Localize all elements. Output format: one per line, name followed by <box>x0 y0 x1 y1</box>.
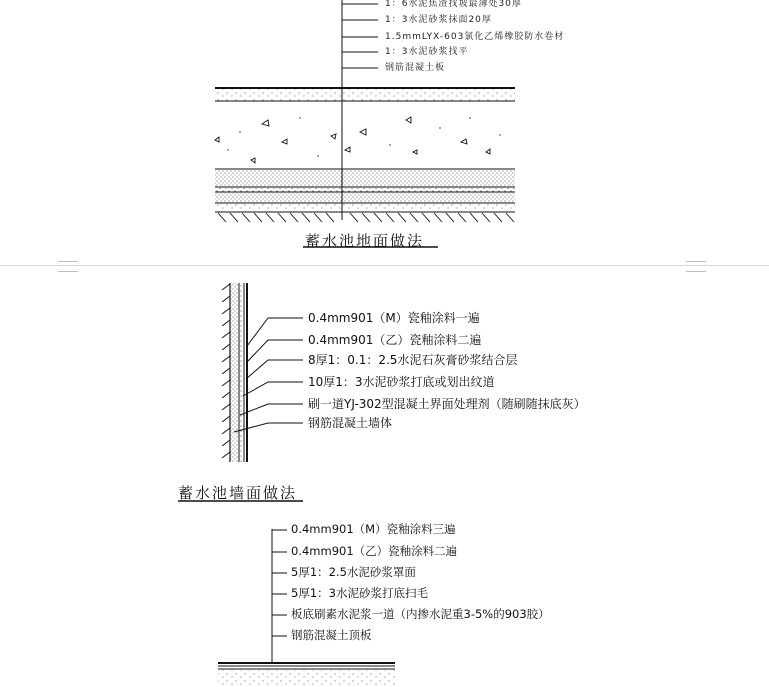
floor-layer-label: 1：6水泥焦渣找坡最薄处30厚 <box>385 0 522 9</box>
floor-layer-label: 1：3水泥砂浆找平 <box>385 47 469 57</box>
wall-layer-label: 0.4mm901（M）瓷釉涂料一遍 <box>308 311 480 325</box>
wall-layer-label: 刷一道YJ-302型混凝土界面处理剂（随刷随抹底灰） <box>308 397 586 411</box>
roof-layer-label: 钢筋混凝土顶板 <box>291 628 372 642</box>
floor-layer-label: 1.5mmLYX-603氯化乙烯橡胶防水卷材 <box>385 32 565 42</box>
roof-layer-label: 0.4mm901（M）瓷釉涂料三遍 <box>291 522 456 536</box>
wall-layer-label: 0.4mm901（乙）瓷釉涂料二遍 <box>308 333 482 347</box>
wall-detail-title: 蓄水池墙面做法 <box>178 484 298 502</box>
wall-layer-label: 10厚1：3水泥砂浆打底或划出纹道 <box>308 375 495 389</box>
roof-layer-label: 5厚1：3水泥砂浆打底扫毛 <box>291 586 428 600</box>
wall-layer-label: 钢筋混凝土墙体 <box>308 416 393 430</box>
roof-layer-label: 0.4mm901（乙）瓷釉涂料二遍 <box>291 544 458 558</box>
floor-detail-title: 蓄水池地面做法 <box>305 232 425 250</box>
wall-layer-label: 8厚1：0.1：2.5水泥石灰膏砂浆结合层 <box>308 353 518 367</box>
roof-layer-label: 5厚1：2.5水泥砂浆罩面 <box>291 565 416 579</box>
floor-layer-label: 1：3水泥砂浆抹面20厚 <box>385 15 492 25</box>
roof-layer-label: 板底刷素水泥浆一道（内掺水泥重3-5%的903胶） <box>291 607 550 621</box>
wall-section <box>178 283 303 501</box>
floor-layer-label: 钢筋混凝土板 <box>385 63 446 73</box>
